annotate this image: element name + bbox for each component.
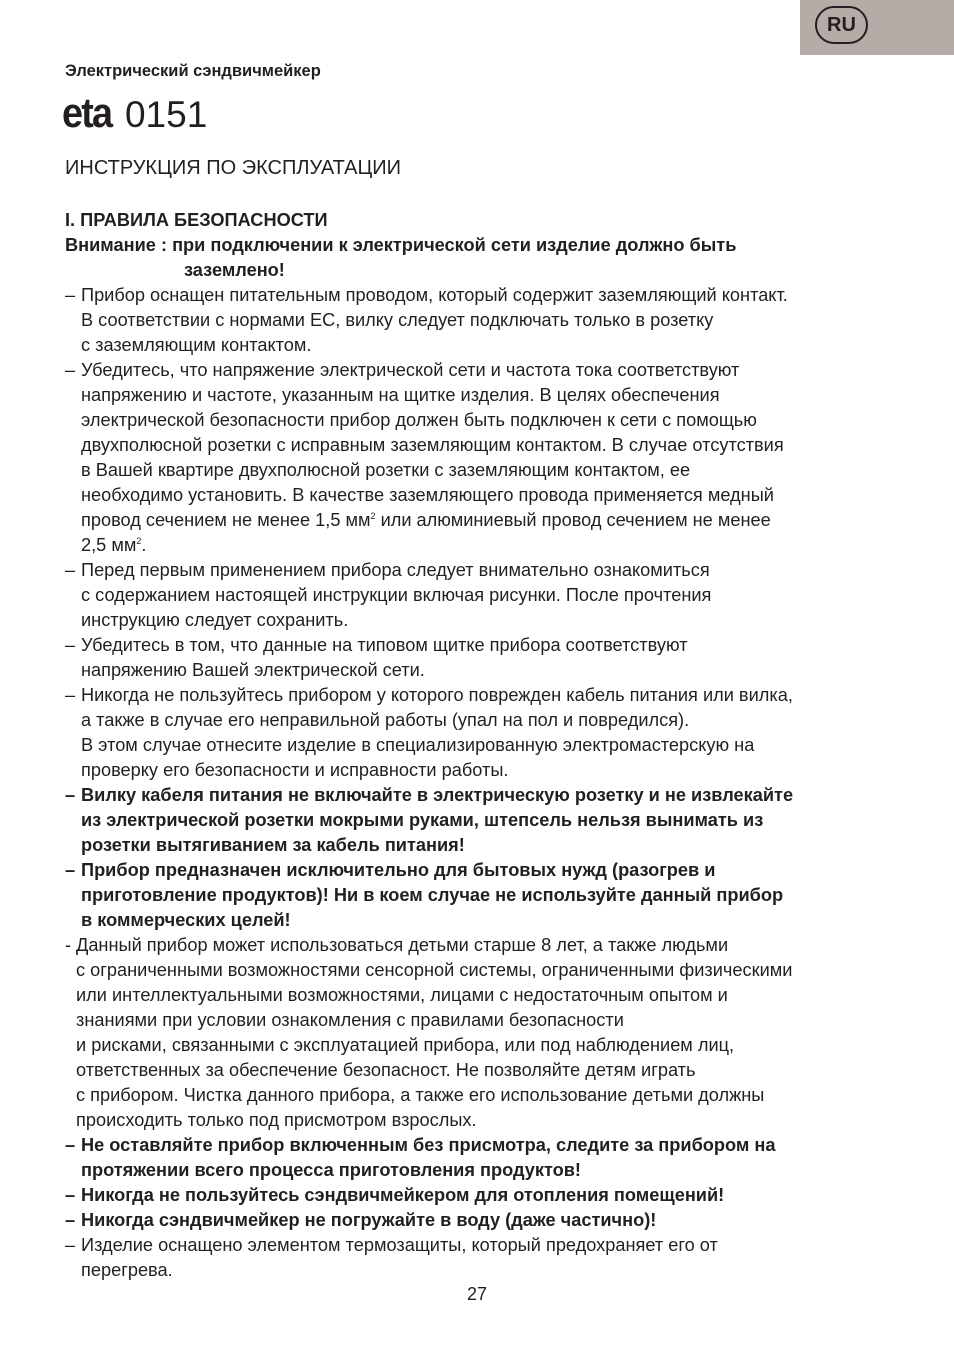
list-item-text: Прибор оснащен питательным проводом, который содержит заземляющий контакт. В соответствии с нормами ЕС, вилку следует подключать только в розетку с заземляющим контактом. [81, 285, 788, 355]
product-subtitle: Электрический сэндвичмейкер [65, 62, 321, 80]
list-dash: – [65, 360, 76, 380]
model-number: 0151 [124, 94, 208, 135]
list-item [65, 558, 895, 633]
list-item-text: Изделие оснащено элементом термозащиты, который предохраняет его от перегрева. [81, 1235, 718, 1280]
list-dash: – [65, 685, 76, 705]
language-tab [800, 0, 954, 55]
model-heading [62, 88, 207, 140]
superscript: 2 [136, 536, 142, 546]
list-dash: – [65, 285, 76, 305]
safety-section [65, 208, 895, 1283]
list-dash: - [65, 935, 72, 955]
list-item-text: Не оставляйте прибор включенным без присмотра, следите за прибором на протяжении всего процесса приготовления продуктов! [81, 1135, 776, 1180]
list-dash: – [65, 560, 76, 580]
list-dash: – [65, 1235, 76, 1255]
list-item [65, 283, 895, 358]
list-item [65, 358, 895, 558]
list-item-text: Перед первым применением прибора следует внимательно ознакомиться с содержанием настоящей инструкции включая рисунки. После прочтения инструкцию следует сохранить. [81, 560, 712, 630]
section-title: I. ПРАВИЛА БЕЗОПАСНОСТИ [65, 210, 328, 230]
page-number: 27 [466, 1284, 488, 1304]
language-badge: RU [815, 6, 868, 44]
superscript: 2 [370, 511, 376, 521]
list-item-bold [65, 858, 895, 933]
list-dash: – [65, 635, 76, 655]
list-item [65, 1233, 895, 1283]
list-dash: – [65, 1185, 76, 1205]
list-item-text: Вилку кабеля питания не включайте в электрическую розетку и не извлекайте из электрической розетки мокрыми руками, штепсель нельзя вынимать из розетки вытягиванием за кабель питания! [81, 785, 794, 855]
warning-line-1: Внимание : при подключении к электрической сети изделие должно быть [65, 235, 737, 255]
text-segment: Убедитесь, что напряжение электрической сети и частота тока соответствуют напряжению и частоте, указанным на щитке изделия. В целях обеспечения электрической безопасности прибор должен быть подключен к сети с помощью двухполюсной розетки с исправным заземляющим контактом. В случае отсутствия в Вашей квартире двухполюсной розетки с заземляющим контактом, ее необходимо установить. В качестве заземляющего провода применяется медный провод сечением не менее 1,5 мм [81, 360, 784, 530]
list-item-text: Данный прибор может использоваться детьми старше 8 лет, а также людьми с ограниченными возможностями сенсорной системы, ограниченными физическими или интеллектуальными возможностями, лицами с недостаточным опытом и знаниями при условии ознакомления с правилами безопасности и рисками, связанными с эксплуатацией прибора, или под наблюдением лиц, ответственных за обеспечение безопасност. Не позволяйте детям играть с прибором. Чистка данного прибора, а также его использование детьми должны происходить только под присмотром взрослых. [76, 935, 793, 1130]
list-dash: – [65, 1210, 76, 1230]
list-item-bold [65, 1208, 895, 1233]
text-segment: . [141, 535, 147, 555]
list-dash: – [65, 860, 76, 880]
list-item-bold [65, 783, 895, 858]
list-item-text [81, 358, 895, 558]
brand-logo: eta [62, 89, 112, 136]
list-item-text: Никогда не пользуйтесь сэндвичмейкером для отопления помещений! [81, 1185, 725, 1205]
manual-title: ИНСТРУКЦИЯ ПО ЭКСПЛУАТАЦИИ [65, 157, 402, 179]
list-item-bold [65, 1133, 895, 1183]
list-item [65, 633, 895, 683]
text-segment: или алюминиевый провод сечением не менее 2,5 мм [81, 510, 771, 555]
list-dash: – [65, 1135, 76, 1155]
grounding-warning [65, 233, 895, 283]
list-dash: – [65, 785, 76, 805]
list-item [65, 933, 895, 1133]
list-item-bold [65, 1183, 895, 1208]
list-item-text: Прибор предназначен исключительно для бытовых нужд (разогрев и приготовление продуктов)! Ни в коем случае не используйте данный прибор в коммерческих целей! [81, 860, 784, 930]
list-item-text: Убедитесь в том, что данные на типовом щитке прибора соответствуют напряжению Вашей электрической сети. [81, 635, 688, 680]
list-item-text: Никогда не пользуйтесь прибором у которого поврежден кабель питания или вилка, а также в случае его неправильной работы (упал на пол и повредился). В этом случае отнесите изделие в специализированную электромастерскую на проверку его безопасности и исправности работы. [81, 685, 793, 780]
list-item [65, 683, 895, 783]
warning-line-2: заземлено! [184, 260, 285, 280]
list-item-text: Никогда сэндвичмейкер не погружайте в воду (даже частично)! [81, 1210, 657, 1230]
